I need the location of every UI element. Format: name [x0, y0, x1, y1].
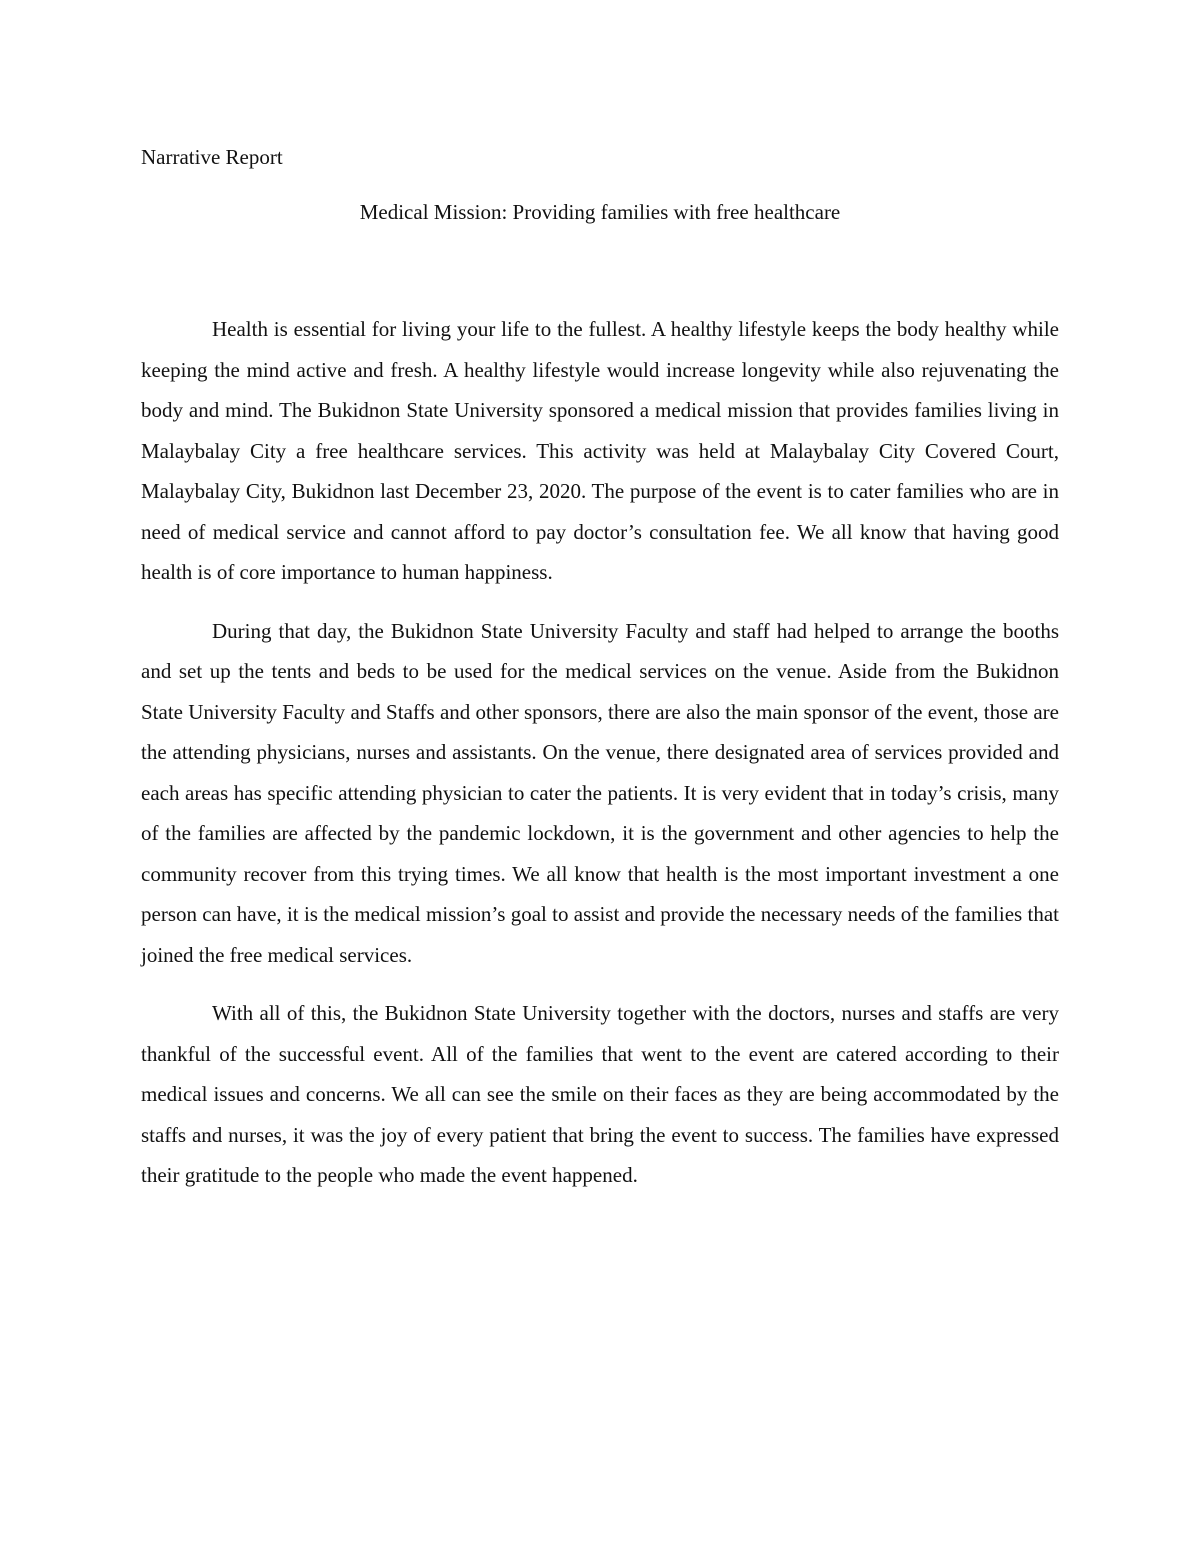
document-label: Narrative Report [141, 145, 283, 169]
paragraph-3: With all of this, the Bukidnon State University together with the doctors, nurses and staffs are very thankful of the successful event. All of the families that went to the event are catered according to their medical issues and concerns. We all can see the smile on their faces as they are being accommodated by the staffs and nurses, it was the joy of every patient that bring the event to success. The families have expressed their gratitude to the people who made the event happened. [141, 1001, 1059, 1187]
document-body [141, 309, 1059, 1214]
document-title: Medical Mission: Providing families with free healthcare [359, 200, 841, 224]
paragraph-2: During that day, the Bukidnon State University Faculty and staff had helped to arrange the booths and set up the tents and beds to be used for the medical services on the venue. Aside from the Bukidnon State University Faculty and Staffs and other sponsors, there are also the main sponsor of the event, those are the attending physicians, nurses and assistants. On the venue, there designated area of services provided and each areas has specific attending physician to cater the patients. It is very evident that in today’s crisis, many of the families are affected by the pandemic lockdown, it is the government and other agencies to help the community recover from this trying times. We all know that health is the most important investment a one person can have, it is the medical mission’s goal to assist and provide the necessary needs of the families that joined the free medical services. [141, 618, 1059, 967]
paragraph-1: Health is essential for living your life to the fullest. A healthy lifestyle keeps the body healthy while keeping the mind active and fresh. A healthy lifestyle would increase longevity while also rejuvenating the body and mind. The Bukidnon State University sponsored a medical mission that provides families living in Malaybalay City a free healthcare services. This activity was held at Malaybalay City Covered Court, Malaybalay City, Bukidnon last December 23, 2020. The purpose of the event is to cater families who are in need of medical service and cannot afford to pay doctor’s consultation fee. We all know that having good health is of core importance to human happiness. [141, 317, 1059, 584]
